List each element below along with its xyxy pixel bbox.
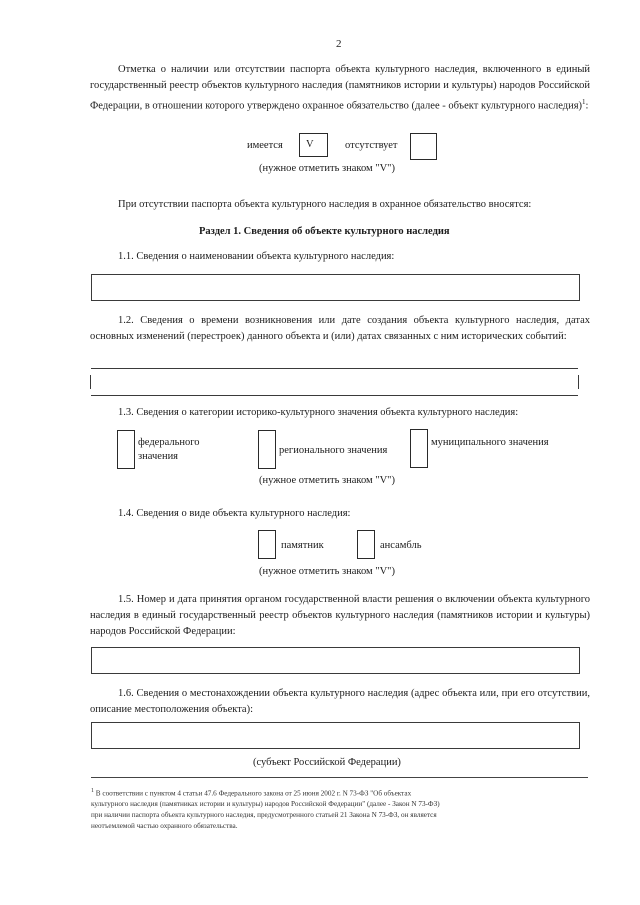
passport-has-checkbox[interactable] [299,133,328,157]
passport-has-mark: V [306,139,314,150]
footnote [91,786,591,832]
footnote-separator [91,777,588,778]
intro-tail: : [585,100,589,112]
s1-2-field[interactable] [91,368,578,396]
category-municipal-label: муниципального значения [431,437,549,448]
s1-3-label: 1.3. Сведения о категории историко-культурного значения объекта культурного наследия: [118,407,519,418]
footnote-line-3: при наличии паспорта объекта культурного наследия, предусмотренного статьей 21 Закона N 73-ФЗ, он является [91,811,437,820]
intro-paragraph [90,62,590,115]
passport-hint: (нужное отметить знаком "V") [259,163,395,174]
s1-4-label: 1.4. Сведения о виде объекта культурного наследия: [118,508,351,519]
footnote-line-1: В соответствии с пунктом 4 статьи 47.6 Федерального закона от 25 июня 2002 г. N 73-ФЗ "Об объектах [95,789,412,798]
footnote-line-4: неотъемлемой частью охранного обязательства. [91,822,238,831]
category-municipal-checkbox[interactable] [410,429,428,468]
s1-6-field[interactable] [91,722,580,749]
footnote-mark: 1 [91,788,94,794]
s1-6-label: 1.6. Сведения о местонахождении объекта культурного наследия (адрес объекта или, при его отсутствии, описание местоположения объекта): [90,688,590,715]
type-ensemble-checkbox[interactable] [357,530,375,559]
category-federal-checkbox[interactable] [117,430,135,469]
s1-1-label: 1.1. Сведения о наименовании объекта культурного наследия: [118,251,395,262]
s1-5-label: 1.5. Номер и дата принятия органом государственной власти решения о включении объекта культурного наследия в единый государственный реестр объектов культурного наследия (памятников истории и культуры) народов Российской Федерации: [90,594,590,637]
type-monument-label: памятник [281,540,324,551]
passport-absent-label: отсутствует [345,140,398,151]
passport-absent-checkbox[interactable] [410,133,437,160]
section-title: Раздел 1. Сведения об объекте культурного наследия [199,226,450,237]
category-regional-label: регионального значения [279,445,388,456]
s1-6-caption: (субъект Российской Федерации) [253,757,401,768]
footnote-ref: 1 [582,98,586,106]
page-number: 2 [336,38,342,50]
category-federal-label: федерального значения [138,437,200,462]
s1-4-hint: (нужное отметить знаком "V") [259,566,395,577]
s1-3-hint: (нужное отметить знаком "V") [259,475,395,486]
absence-note: При отсутствии паспорта объекта культурного наследия в охранное обязательство вносятся: [118,199,532,210]
s1-2-label: 1.2. Сведения о времени возникновения или дате создания объекта культурного наследия, датах основных изменений (перестроек) данного объекта и (или) датах связанных с ним исторических событий: [90,315,590,342]
s1-5-field[interactable] [91,647,580,674]
footnote-line-2: культурного наследия (памятниках истории и культуры) народов Российской Федерации" (далее - Закон N 73-ФЗ) [91,800,440,809]
passport-has-label: имеется [247,140,283,151]
type-ensemble-label: ансамбль [380,540,422,551]
type-monument-checkbox[interactable] [258,530,276,559]
category-regional-checkbox[interactable] [258,430,276,469]
s1-1-field[interactable] [91,274,580,301]
intro-text: Отметка о наличии или отсутствии паспорта объекта культурного наследия, включенного в единый государственный реестр объектов культурного наследия (памятников истории и культуры) народов Российской Федерации, в отношении которого утверждено охранное обязательство (далее - объект культурного наследия) [90,64,590,112]
